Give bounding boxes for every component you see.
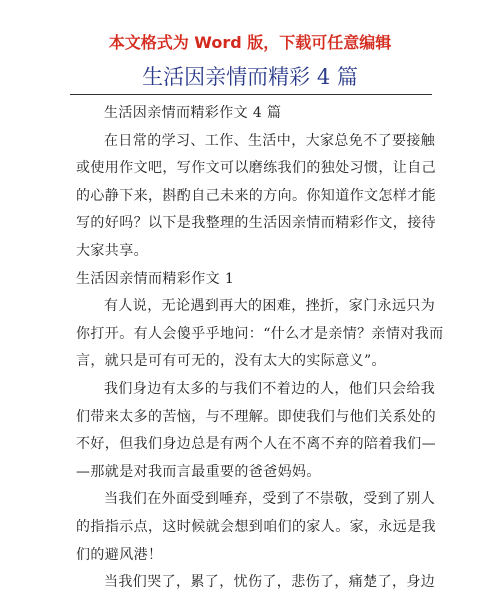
text-line: 不好，但我们身边总是有两个人在不离不弃的陪着我们— <box>76 436 436 453</box>
text-line: 我们身边有太多的与我们不着边的人，他们只会给我 <box>104 380 436 397</box>
title-divider <box>70 94 432 95</box>
text-line: 生活因亲情而精彩作文 1 <box>76 270 235 287</box>
text-line: 生活因亲情而精彩作文 4 篇 <box>104 105 282 121</box>
text-line: 的心静下来，斟酌自己未来的方向。你知道作文怎样才能 <box>76 187 436 204</box>
text-line: 当我们在外面受到唾弃，受到了不崇敬，受到了别人 <box>104 491 436 508</box>
text-line: 或使用作文吧，写作文可以磨练我们的独处习惯，让自己 <box>76 160 436 177</box>
document-body <box>76 100 444 597</box>
text-line: 大家共享。 <box>76 242 148 259</box>
format-banner: 本文格式为 Word 版，下载可任意编辑 <box>108 33 392 52</box>
text-line: 的指指示点，这时候就会想到咱们的家人。家，永远是我 <box>76 518 436 535</box>
text-line: 你打开。有人会傻乎乎地问：“什么才是亲情？亲情对我而 <box>76 325 444 342</box>
text-line: 们的避风港！ <box>76 546 163 563</box>
text-line: 当我们哭了，累了，忧伤了，悲伤了，痛楚了，身边 <box>104 574 436 591</box>
text-line: 们带来太多的苦恼，与不理解。即使我们与他们关系处的 <box>76 408 436 425</box>
text-line: —那就是对我而言最重要的爸爸妈妈。 <box>76 463 321 480</box>
text-line: 言，就只是可有可无的，没有太大的实际意义”。 <box>76 353 386 370</box>
text-line: 写的好吗？以下是我整理的生活因亲情而精彩作文，接待 <box>76 215 436 232</box>
document-title: 生活因亲情而精彩 4 篇 <box>142 65 358 89</box>
text-line: 有人说，无论遇到再大的困难，挫折，家门永远只为 <box>104 298 436 315</box>
text-line: 在日常的学习、工作、生活中，大家总免不了要接触 <box>104 132 436 149</box>
